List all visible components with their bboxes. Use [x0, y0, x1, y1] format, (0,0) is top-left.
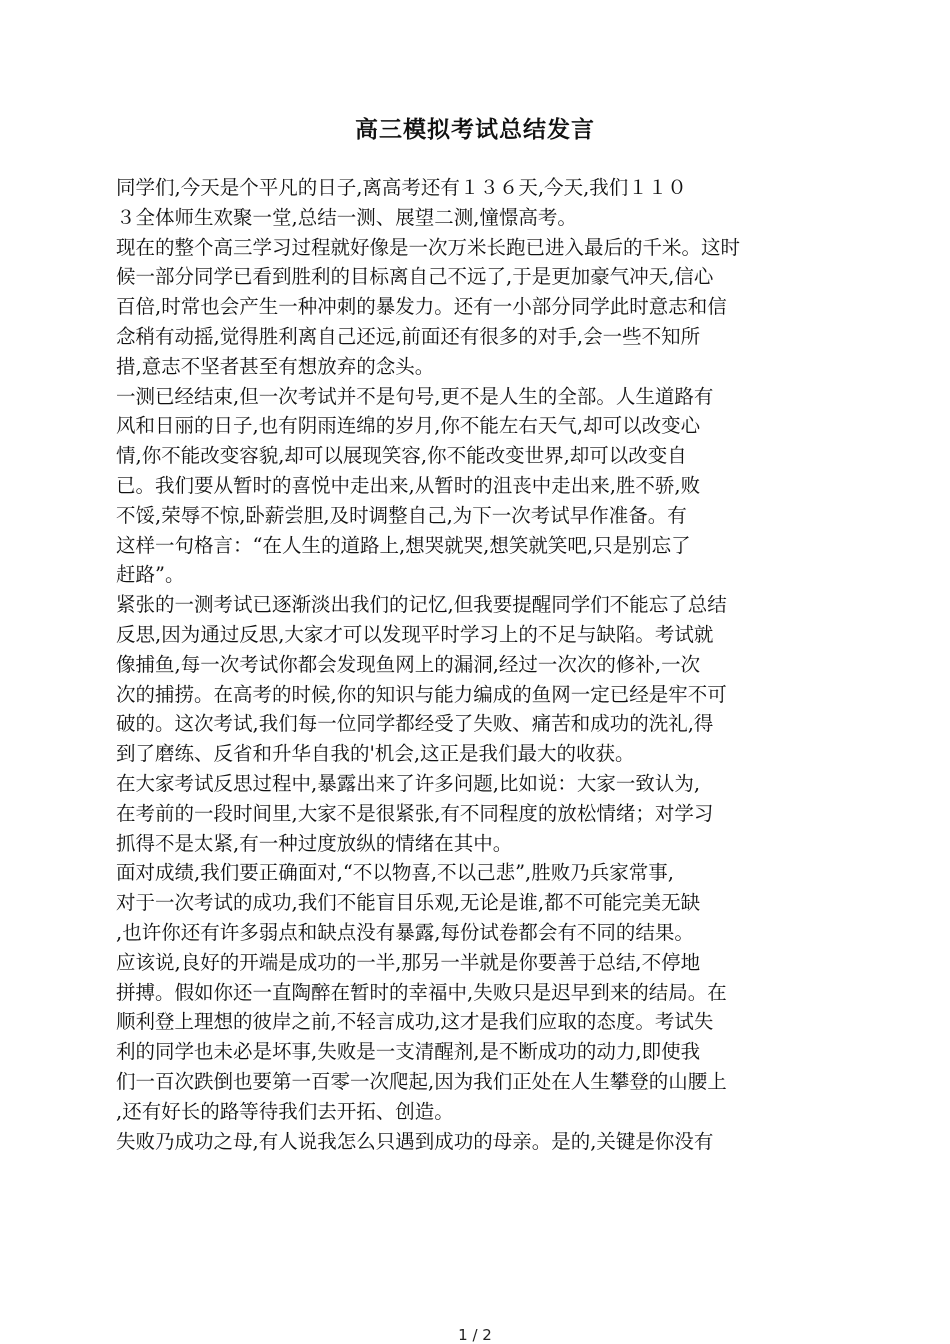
- body-line: 紧张的一测考试已逐渐淡出我们的记忆,但我要提醒同学们不能忘了总结: [116, 593, 727, 617]
- body-line: 在大家考试反思过程中,暴露出来了许多问题,比如说：大家一致认为,: [116, 771, 701, 795]
- body-line: 不馁,荣辱不惊,卧薪尝胆,及时调整自己,为下一次考试早作准备。有: [116, 503, 687, 527]
- document-body: [116, 173, 846, 1156]
- body-line: 到了磨练、反省和升华自我的'机会,这正是我们最大的收获。: [116, 742, 635, 766]
- body-line: 已。我们要从暂时的喜悦中走出来,从暂时的沮丧中走出来,胜不骄,败: [116, 473, 701, 497]
- body-line: 顺利登上理想的彼岸之前,不轻言成功,这才是我们应取的态度。考试失: [116, 1010, 714, 1034]
- body-line: 这样一句格言：“在人生的道路上,想哭就哭,想笑就笑吧,只是别忘了: [116, 533, 691, 557]
- body-line: 情,你不能改变容貌,却可以展现笑容,你不能改变世界,却可以改变自: [116, 444, 687, 468]
- body-line: ,还有好长的路等待我们去开拓、创造。: [116, 1099, 454, 1123]
- body-line: 赶路”。: [116, 563, 185, 587]
- document-title: 高三模拟考试总结发言: [355, 116, 595, 143]
- body-line: 破的。这次考试,我们每一位同学都经受了失败、痛苦和成功的洗礼,得: [116, 712, 714, 736]
- body-line: 拼搏。假如你还一直陶醉在暂时的幸福中,失败只是迟早到来的结局。在: [116, 980, 727, 1004]
- body-line: 抓得不是太紧,有一种过度放纵的情绪在其中。: [116, 831, 513, 855]
- page-number: 1 / 2: [458, 1326, 492, 1344]
- body-line: 对于一次考试的成功,我们不能盲目乐观,无论是谁,都不可能完美无缺: [116, 891, 701, 915]
- body-line: 现在的整个高三学习过程就好像是一次万米长跑已进入最后的千米。这时: [116, 235, 741, 259]
- body-line: 利的同学也未必是坏事,失败是一支清醒剂,是不断成功的动力,即使我: [116, 1040, 701, 1064]
- body-line: 失败乃成功之母,有人说我怎么只遇到成功的母亲。是的,关键是你没有: [116, 1129, 714, 1153]
- body-line: 风和日丽的日子,也有阴雨连绵的岁月,你不能左右天气,却可以改变心: [116, 414, 701, 438]
- body-line: 措,意志不坚者甚至有想放弃的念头。: [116, 354, 435, 378]
- body-line: 应该说,良好的开端是成功的一半,那另一半就是你要善于总结,不停地: [116, 950, 701, 974]
- body-line: 念稍有动摇,觉得胜利离自己还远,前面还有很多的对手,会一些不知所: [116, 324, 701, 348]
- body-line: 像捕鱼,每一次考试你都会发现鱼网上的漏洞,经过一次次的修补,一次: [116, 652, 701, 676]
- body-line: 面对成绩,我们要正确面对,“不以物喜,不以己悲”,胜败乃兵家常事,: [116, 861, 674, 885]
- body-line: 在考前的一段时间里,大家不是很紧张,有不同程度的放松情绪；对学习: [116, 801, 714, 825]
- body-line: 一测已经结束,但一次考试并不是句号,更不是人生的全部。人生道路有: [116, 384, 714, 408]
- body-line: 候一部分同学已看到胜利的目标离自己不远了,于是更加豪气冲天,信心: [116, 265, 714, 289]
- body-line: 同学们,今天是个平凡的日子,离高考还有１３６天,今天,我们１１０: [116, 176, 687, 199]
- body-line: 反思,因为通过反思,大家才可以发现平时学习上的不足与缺陷。考试就: [116, 622, 714, 646]
- body-line: ,也许你还有许多弱点和缺点没有暴露,每份试卷都会有不同的结果。: [116, 920, 694, 944]
- body-line: 次的捕捞。在高考的时候,你的知识与能力编成的鱼网一定已经是牢不可: [116, 682, 727, 706]
- body-line: 百倍,时常也会产生一种冲刺的暴发力。还有一小部分同学此时意志和信: [116, 295, 727, 319]
- body-line: ３全体师生欢聚一堂,总结一测、展望二测,憧憬高考。: [116, 205, 577, 229]
- body-line: 们一百次跌倒也要第一百零一次爬起,因为我们正处在人生攀登的山腰上: [116, 1069, 727, 1093]
